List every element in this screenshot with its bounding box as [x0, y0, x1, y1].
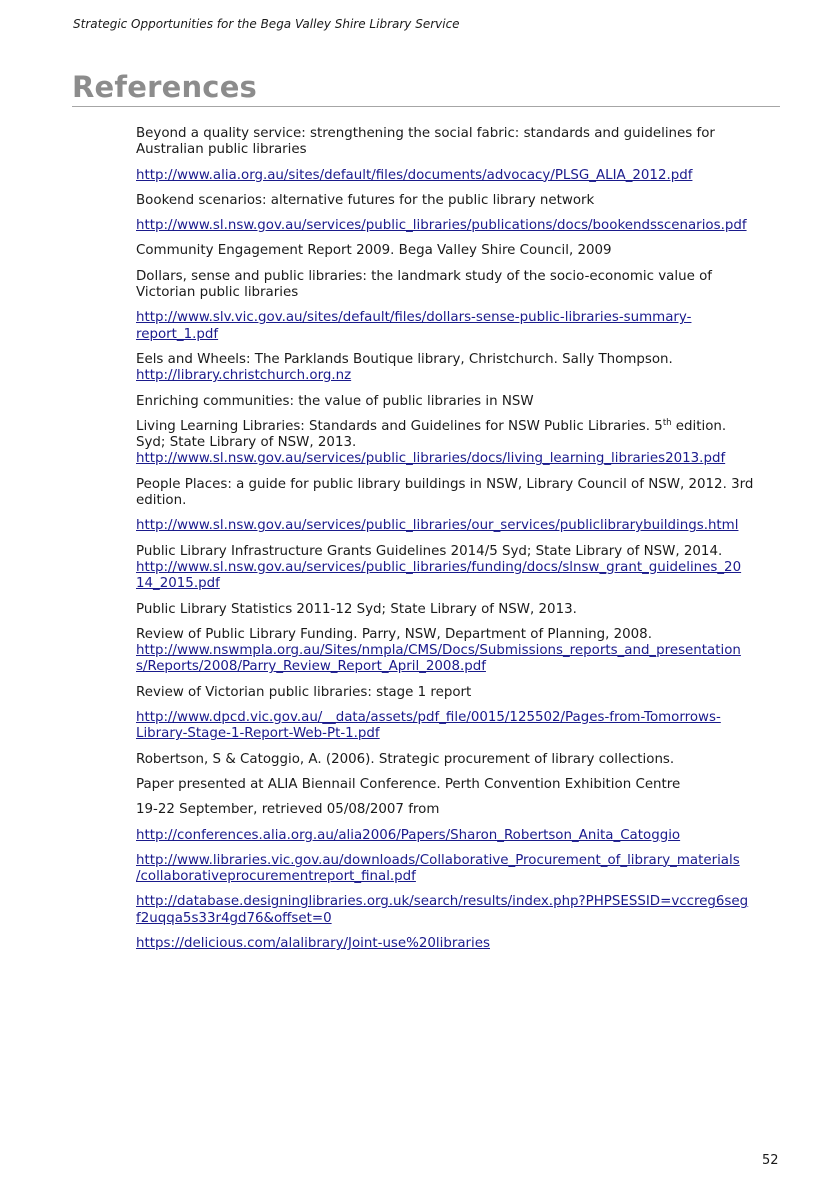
reference-entry	[136, 168, 782, 184]
reference-link[interactable]: f2uqqa5s33r4gd76&offset=0	[136, 910, 332, 926]
reference-entry	[136, 544, 782, 593]
reference-text: Victorian public libraries	[136, 285, 299, 301]
page-number: 52	[762, 1153, 779, 1168]
reference-entry	[136, 218, 782, 234]
reference-link[interactable]: http://www.sl.nsw.gov.au/services/public_libraries/funding/docs/slnsw_grant_guidelines_20	[136, 559, 742, 575]
reference-link[interactable]: http://www.dpcd.vic.gov.au/__data/assets/pdf_file/0015/125502/Pages-from-Tomorrows-	[136, 710, 721, 726]
reference-entry	[136, 243, 782, 259]
reference-text: People Places: a guide for public library buildings in NSW, Library Council of NSW, 2012. 3rd	[136, 476, 754, 492]
reference-entry	[136, 477, 782, 510]
reference-entry	[136, 394, 782, 410]
reference-entry	[136, 894, 782, 927]
reference-link[interactable]: http://conferences.alia.org.au/alia2006/Papers/Sharon_Robertson_Anita_Catoggio	[136, 827, 681, 843]
references-list	[136, 126, 782, 961]
reference-link[interactable]: 14_2015.pdf	[136, 576, 220, 592]
reference-text: Eels and Wheels: The Parklands Boutique library, Christchurch. Sally Thompson.	[136, 351, 673, 367]
title-divider	[72, 106, 780, 107]
reference-entry	[136, 936, 782, 952]
reference-link[interactable]: Library-Stage-1-Report-Web-Pt-1.pdf	[136, 726, 380, 742]
reference-text: Robertson, S & Catoggio, A. (2006). Strategic procurement of library collections.	[136, 751, 675, 767]
reference-entry	[136, 777, 782, 793]
reference-text: Paper presented at ALIA Biennail Conference. Perth Convention Exhibition Centre	[136, 776, 681, 792]
reference-link[interactable]: http://database.designinglibraries.org.uk/search/results/index.php?PHPSESSID=vccreg6seg	[136, 894, 749, 910]
reference-entry	[136, 269, 782, 302]
reference-entry	[136, 752, 782, 768]
reference-entry	[136, 518, 782, 534]
reference-link[interactable]: /collaborativeprocurementreport_final.pdf	[136, 869, 416, 885]
reference-entry	[136, 310, 782, 343]
reference-text: Beyond a quality service: strengthening the social fabric: standards and guidelines for	[136, 126, 715, 141]
reference-text	[136, 419, 782, 435]
reference-text: Syd; State Library of NSW, 2013.	[136, 435, 357, 451]
running-header: Strategic Opportunities for the Bega Valley Shire Library Service	[73, 17, 460, 31]
reference-link[interactable]: http://www.sl.nsw.gov.au/services/public_libraries/our_services/publiclibrarybuildings.html	[136, 518, 739, 534]
reference-entry	[136, 193, 782, 209]
reference-entry	[136, 685, 782, 701]
reference-text: Dollars, sense and public libraries: the landmark study of the socio-economic value of	[136, 268, 712, 284]
reference-entry	[136, 602, 782, 618]
reference-text: Enriching communities: the value of public libraries in NSW	[136, 393, 534, 409]
reference-text: Community Engagement Report 2009. Bega Valley Shire Council, 2009	[136, 243, 612, 259]
reference-entry	[136, 828, 782, 844]
reference-link[interactable]: http://www.slv.vic.gov.au/sites/default/files/dollars-sense-public-libraries-summary-	[136, 310, 692, 326]
reference-text: 19-22 September, retrieved 05/08/2007 from	[136, 802, 440, 818]
reference-link[interactable]: http://www.sl.nsw.gov.au/services/public_libraries/docs/living_learning_libraries2013.pdf	[136, 451, 726, 467]
reference-text: Review of Victorian public libraries: stage 1 report	[136, 684, 472, 700]
reference-entry	[136, 627, 782, 676]
reference-link[interactable]: s/Reports/2008/Parry_Review_Report_April_2008.pdf	[136, 659, 486, 675]
reference-link[interactable]: https://delicious.com/alalibrary/Joint-use%20libraries	[136, 935, 490, 951]
reference-text: Public Library Statistics 2011-12 Syd; State Library of NSW, 2013.	[136, 601, 577, 617]
reference-text-part: Living Learning Libraries: Standards and Guidelines for NSW Public Libraries. 5	[136, 418, 663, 434]
reference-entry	[136, 802, 782, 818]
reference-entry	[136, 710, 782, 743]
reference-link[interactable]: http://library.christchurch.org.nz	[136, 368, 352, 384]
reference-entry	[136, 853, 782, 886]
page-title: References	[72, 70, 258, 104]
reference-entry	[136, 352, 782, 385]
reference-link[interactable]: report_1.pdf	[136, 326, 219, 342]
reference-link[interactable]: http://www.sl.nsw.gov.au/services/public_libraries/publications/docs/bookendsscenarios.pdf	[136, 218, 747, 234]
reference-text-part: edition.	[671, 418, 727, 434]
reference-text: edition.	[136, 493, 187, 509]
reference-link[interactable]: http://www.nswmpla.org.au/Sites/nmpla/CMS/Docs/Submissions_reports_and_presentation	[136, 643, 741, 659]
reference-text: Bookend scenarios: alternative futures for the public library network	[136, 192, 595, 208]
reference-text: Australian public libraries	[136, 142, 307, 158]
reference-link[interactable]: http://www.alia.org.au/sites/default/files/documents/advocacy/PLSG_ALIA_2012.pdf	[136, 167, 693, 183]
reference-text: Public Library Infrastructure Grants Guidelines 2014/5 Syd; State Library of NSW, 2014.	[136, 543, 723, 559]
reference-entry	[136, 126, 782, 159]
reference-entry	[136, 419, 782, 468]
superscript: th	[662, 417, 672, 428]
reference-link[interactable]: http://www.libraries.vic.gov.au/downloads/Collaborative_Procurement_of_library_materials	[136, 852, 740, 868]
reference-text: Review of Public Library Funding. Parry, NSW, Department of Planning, 2008.	[136, 626, 652, 642]
